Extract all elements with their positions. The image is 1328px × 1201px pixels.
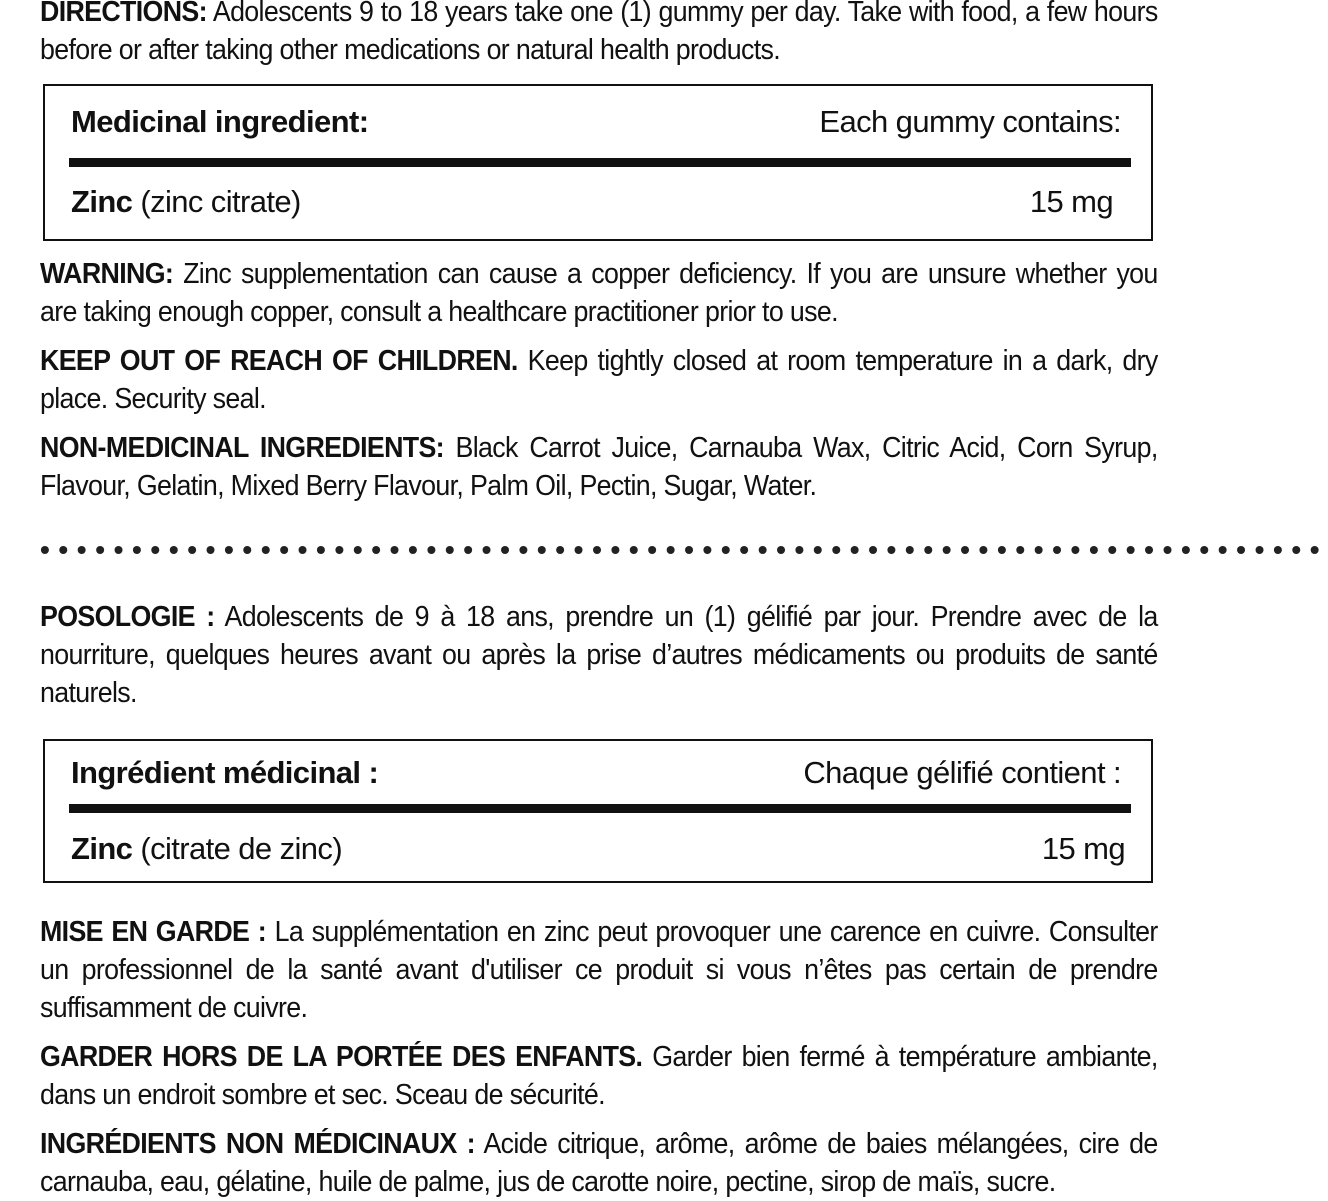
non-medicinal-text: Black Carrot Juice, Carnauba Wax, Citric Acid, Corn Syrup, Flavour, Gelatin, Mixed Berry Flavour, Palm Oil, Pectin, Sugar, Water. [40,432,1158,502]
table-divider-fr [69,804,1131,813]
dotted-separator: •••••••••••••••••••••••••••••••••••••••••••••••••••••••••••••••••••••• [40,534,1328,565]
directions-text: Adolescents 9 to 18 years take one (1) gummy per day. Take with food, a few hours before or after taking other medications or natural health products. [40,0,1158,66]
table-header-ingredient-fr: Ingrédient médicinal : [71,755,379,790]
non-medicinaux-label: INGRÉDIENTS NON MÉDICINAUX : [40,1128,475,1160]
table-divider [69,158,1131,167]
ingredient-medicinal-table [43,739,1153,883]
garder-label: GARDER HORS DE LA PORTÉE DES ENFANTS. [40,1041,643,1073]
mise-en-garde-paragraph [40,913,1158,1027]
mise-en-garde-label: MISE EN GARDE : [40,916,267,948]
non-medicinal-paragraph [40,429,1158,505]
warning-text: Zinc supplementation can cause a copper deficiency. If you are unsure whether you are taking enough copper, consult a healthcare practitioner prior to use. [40,258,1158,328]
mise-en-garde-text: La supplémentation en zinc peut provoquer une carence en cuivre. Consulter un professionnel de la santé avant d'utiliser ce produit si vous n’êtes pas certain de prendre suffisamment de cuivre. [40,916,1158,1024]
garder-text: Garder bien fermé à température ambiante, dans un endroit sombre et sec. Sceau de sécurité. [40,1041,1158,1111]
directions-label: DIRECTIONS: [40,0,207,28]
keep-out-paragraph [40,342,1158,418]
keep-out-label: KEEP OUT OF REACH OF CHILDREN. [40,345,518,377]
table-header-ingredient: Medicinal ingredient: [71,104,369,139]
posologie-label: POSOLOGIE : [40,601,215,633]
keep-out-text: Keep tightly closed at room temperature in a dark, dry place. Security seal. [40,345,1158,415]
ingredient-source: (zinc citrate) [132,184,301,219]
ingredient-name: Zinc [71,184,133,219]
medicinal-ingredient-table [43,84,1153,241]
table-row-ingredient [71,184,301,220]
ingredient-name-fr: Zinc [71,831,133,866]
posologie-paragraph [40,598,1158,712]
warning-label: WARNING: [40,258,174,290]
non-medicinaux-text: Acide citrique, arôme, arôme de baies mélangées, cire de carnauba, eau, gélatine, huile de palme, jus de carotte noire, pectine, sirop de maïs, sucre. [40,1128,1158,1198]
table-header-amount-fr: Chaque gélifié contient : [803,755,1121,790]
posologie-text: Adolescents de 9 à 18 ans, prendre un (1) gélifié par jour. Prendre avec de la nourriture, quelques heures avant ou après la prise d’autres médicaments ou produits de santé naturels. [40,601,1158,709]
ingredient-source-fr: (citrate de zinc) [132,831,343,866]
non-medicinaux-paragraph [40,1125,1158,1201]
warning-paragraph [40,255,1158,331]
non-medicinal-label: NON-MEDICINAL INGREDIENTS: [40,432,444,464]
table-header-amount: Each gummy contains: [819,104,1121,139]
table-row-ingredient-fr [71,831,342,867]
ingredient-amount-fr: 15 mg [1041,831,1125,866]
directions-paragraph [40,0,1158,69]
garder-paragraph [40,1038,1158,1114]
ingredient-amount: 15 mg [1029,184,1113,219]
